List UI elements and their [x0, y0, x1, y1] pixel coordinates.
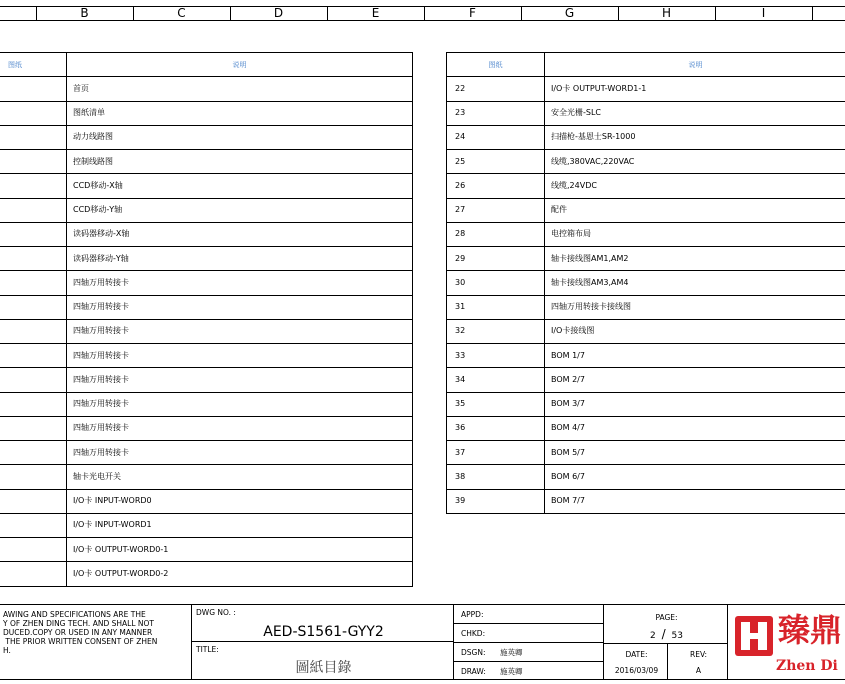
drawing-number [0, 101, 67, 125]
drawing-description: BOM 1/7 [545, 344, 845, 368]
table-row [447, 392, 845, 416]
page-label: PAGE: [655, 613, 678, 622]
notice-line: H. [3, 646, 11, 655]
drawing-number [0, 295, 67, 319]
rev-label: REV: [690, 650, 707, 659]
drawing-description: CCD移动-Y轴 [67, 198, 413, 222]
drawing-description: 四轴万用转接卡 [67, 416, 413, 440]
notice-line: DUCED.COPY OR USED IN ANY MANNER [3, 628, 153, 637]
logo-cell [727, 604, 845, 680]
drawing-description: 四轴万用转接卡 [67, 368, 413, 392]
table-row [447, 125, 845, 149]
column-label-c: C [177, 6, 186, 20]
drawing-description: 四轴万用转接卡 [67, 319, 413, 343]
header-description: 说明 [545, 53, 845, 77]
logo-english-name: Zhen Di [776, 658, 838, 674]
table-row [0, 368, 413, 392]
rev-value: A [695, 666, 702, 675]
page-separator: / [661, 627, 666, 641]
drawing-description: 读码器移动-X轴 [67, 222, 413, 246]
table-row [0, 222, 413, 246]
drawing-description: 图纸清单 [67, 101, 413, 125]
title-label: TITLE: [196, 645, 219, 654]
table-header-row [447, 53, 845, 77]
column-label-b: B [80, 6, 89, 20]
drawing-description: 轴卡接线图AM3,AM4 [545, 271, 845, 295]
drawing-description: I/O卡 OUTPUT-WORD1-1 [545, 77, 845, 101]
dsgn-name: 施英卿 [500, 648, 523, 657]
column-label-e: E [371, 6, 380, 20]
table-row [0, 77, 413, 101]
column-label-i: I [761, 6, 766, 20]
table-row [447, 489, 845, 513]
draw-label: DRAW: [461, 667, 486, 676]
drawing-description: 四轴万用转接卡 [67, 295, 413, 319]
drawing-description: 轴卡光电开关 [67, 465, 413, 489]
table-row [0, 465, 413, 489]
drawing-description: 扫描枪-基恩士SR-1000 [545, 125, 845, 149]
drawing-number [0, 392, 67, 416]
drawing-number [0, 538, 67, 562]
dsgn-label: DSGN: [461, 648, 486, 657]
drawing-description: BOM 7/7 [545, 489, 845, 513]
title-cell [191, 641, 454, 680]
column-label-h: H [661, 6, 672, 20]
date-cell [603, 643, 668, 680]
drawing-number: 29 [447, 247, 545, 271]
drawing-number [0, 368, 67, 392]
drawing-number [0, 344, 67, 368]
header-description: 说明 [67, 53, 413, 77]
page-current: 2 [650, 631, 656, 641]
drawing-description: 线缆,24VDC [545, 174, 845, 198]
notice-line: THE PRIOR WRITTEN CONSENT OF ZHEN [3, 637, 158, 646]
drawing-description: 读码器移动-Y轴 [67, 247, 413, 271]
table-row [447, 319, 845, 343]
drawing-description: 四轴万用转接卡 [67, 441, 413, 465]
drawing-description: 四轴万用转接卡 [67, 392, 413, 416]
dwg-no-cell [191, 604, 454, 642]
drawing-number: 24 [447, 125, 545, 149]
table-row [447, 247, 845, 271]
table-row [447, 77, 845, 101]
drawing-number: 34 [447, 368, 545, 392]
table-row [0, 489, 413, 513]
table-row [447, 271, 845, 295]
drawing-description: BOM 5/7 [545, 441, 845, 465]
drawing-number [0, 271, 67, 295]
drawing-number [0, 513, 67, 537]
column-ruler [0, 6, 845, 21]
page-number [604, 627, 729, 641]
copyright-notice-box [0, 604, 192, 680]
drawing-description: 配件 [545, 198, 845, 222]
dwg-no-value: AED-S1561-GYY2 [263, 624, 384, 640]
table-row [447, 344, 845, 368]
drawing-number [0, 489, 67, 513]
drawing-number [0, 150, 67, 174]
table-row [447, 198, 845, 222]
drawing-description: I/O卡 INPUT-WORD1 [67, 513, 413, 537]
chkd-cell [453, 623, 604, 643]
notice-line: AWING AND SPECIFICATIONS ARE THE [3, 610, 146, 619]
drawing-description: 安全光栅-SLC [545, 101, 845, 125]
table-row [447, 150, 845, 174]
column-label-d: D [273, 6, 284, 20]
page-cell [603, 604, 728, 644]
dsgn-cell [453, 642, 604, 662]
table-row [0, 247, 413, 271]
drawing-number: 39 [447, 489, 545, 513]
drawing-number: 28 [447, 222, 545, 246]
table-row [447, 465, 845, 489]
drawing-number [0, 222, 67, 246]
drawing-number [0, 441, 67, 465]
drawing-description: BOM 3/7 [545, 392, 845, 416]
appd-label: APPD: [461, 610, 484, 619]
table-row [0, 125, 413, 149]
drawing-description: CCD移动-X轴 [67, 174, 413, 198]
table-row [447, 416, 845, 440]
column-label-g: G [564, 6, 575, 20]
table-row [0, 174, 413, 198]
drawing-number: 36 [447, 416, 545, 440]
drawing-number [0, 319, 67, 343]
table-row [0, 344, 413, 368]
drawing-description: 首页 [67, 77, 413, 101]
drawing-number [0, 125, 67, 149]
right-drawing-index-table [446, 52, 845, 514]
table-row [0, 416, 413, 440]
drawing-number [0, 416, 67, 440]
drawing-description: BOM 6/7 [545, 465, 845, 489]
drawing-number: 38 [447, 465, 545, 489]
table-row [447, 368, 845, 392]
drawing-number: 32 [447, 319, 545, 343]
drawing-description: 线缆,380VAC,220VAC [545, 150, 845, 174]
drawing-description: 动力线路图 [67, 125, 413, 149]
table-row [0, 150, 413, 174]
drawing-description: I/O卡 INPUT-WORD0 [67, 489, 413, 513]
zhen-ding-logo-icon [734, 615, 774, 657]
appd-cell [453, 604, 604, 624]
table-row [0, 392, 413, 416]
drawing-number: 26 [447, 174, 545, 198]
table-row [0, 562, 413, 586]
table-row [0, 198, 413, 222]
table-row [0, 271, 413, 295]
table-row [447, 174, 845, 198]
drawing-number: 27 [447, 198, 545, 222]
drawing-description: 四轴万用转接卡 [67, 271, 413, 295]
drawing-description: 四轴万用转接卡 [67, 344, 413, 368]
table-row [447, 441, 845, 465]
table-row [0, 441, 413, 465]
header-number: 图纸 [0, 53, 67, 77]
drawing-number: 37 [447, 441, 545, 465]
copyright-notice [3, 610, 191, 655]
drawing-description: 电控箱布局 [545, 222, 845, 246]
table-row [447, 222, 845, 246]
ruler-cell [812, 7, 845, 20]
table-header-row [0, 53, 413, 77]
draw-name: 施英卿 [500, 667, 523, 676]
dwg-no-label: DWG NO. : [196, 608, 236, 617]
drawing-description: BOM 4/7 [545, 416, 845, 440]
drawing-description: 控制线路图 [67, 150, 413, 174]
drawing-description: I/O卡接线图 [545, 319, 845, 343]
page-total: 53 [671, 631, 683, 641]
table-row [0, 513, 413, 537]
drawing-number [0, 174, 67, 198]
table-row [447, 101, 845, 125]
date-label: DATE: [625, 650, 648, 659]
drawing-description: 四轴万用转接卡接线图 [545, 295, 845, 319]
drawing-number: 23 [447, 101, 545, 125]
drawing-number: 35 [447, 392, 545, 416]
drawing-number: 31 [447, 295, 545, 319]
left-drawing-index-table [0, 52, 413, 587]
date-value: 2016/03/09 [614, 666, 659, 675]
drawing-number: 30 [447, 271, 545, 295]
drawing-title: 圖紙目錄 [295, 660, 352, 676]
drawing-number [0, 198, 67, 222]
rev-cell [667, 643, 728, 680]
drawing-number [0, 77, 67, 101]
chkd-label: CHKD: [461, 629, 486, 638]
drawing-description: I/O卡 OUTPUT-WORD0-1 [67, 538, 413, 562]
logo-chinese-name: 臻鼎 [778, 611, 843, 649]
drawing-number: 25 [447, 150, 545, 174]
table-row [0, 538, 413, 562]
notice-line: Y OF ZHEN DING TECH. AND SHALL NOT [3, 619, 154, 628]
drawing-number [0, 562, 67, 586]
drawing-number [0, 247, 67, 271]
drawing-number [0, 465, 67, 489]
drawing-number: 22 [447, 77, 545, 101]
drawing-description: BOM 2/7 [545, 368, 845, 392]
table-row [0, 101, 413, 125]
drawing-description: 轴卡接线图AM1,AM2 [545, 247, 845, 271]
table-row [0, 295, 413, 319]
table-row [0, 319, 413, 343]
header-number: 图纸 [447, 53, 545, 77]
drawing-description: I/O卡 OUTPUT-WORD0-2 [67, 562, 413, 586]
draw-cell [453, 661, 604, 680]
drawing-number: 33 [447, 344, 545, 368]
column-label-f: F [469, 6, 476, 20]
table-row [447, 295, 845, 319]
